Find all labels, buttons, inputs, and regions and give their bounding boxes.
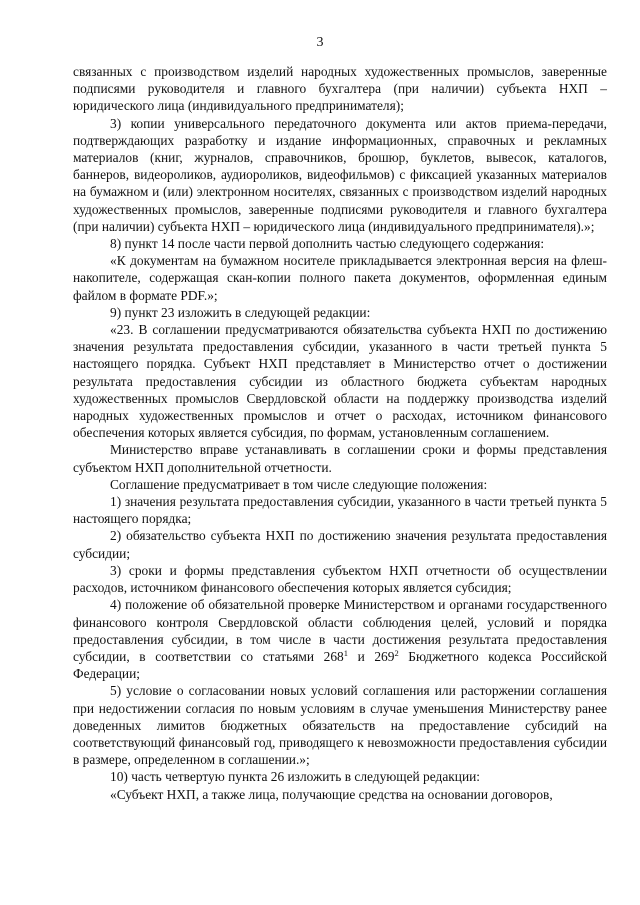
paragraph-with-superscripts xyxy=(73,596,607,682)
paragraph-text: и 269 xyxy=(347,648,395,664)
paragraph: 1) значения результата предоставления субсидии, указанного в части третьей пункта 5 настоящего порядка; xyxy=(73,494,607,527)
document-body xyxy=(73,63,607,803)
paragraph: Соглашение предусматривает в том числе следующие положения: xyxy=(110,476,488,492)
paragraph: «К документам на бумажном носителе прикладывается электронная версия на флеш-накопителе, содержащая скан-копии полного пакета документов, оформленная единым файлом в формате PDF.»; xyxy=(73,253,607,303)
paragraph: 3) копии универсального передаточного документа или актов приема-передачи, подтверждающих разработку и издание информационных, справочных и рекламных материалов (книг, журналов, справочников, брошюр, буклетов, вывесок, каталогов, баннеров, видеороликов, аудиороликов, видеофильмов) с фиксацией указанных материалов на бумажном и (или) электронном носителях, связанных с производством изделий народных художественных промыслов, заверенные подписями руководителя и главного бухгалтера (при наличии) субъекта НХП – юридического лица (индивидуального предпринимателя).»; xyxy=(73,115,607,234)
paragraph: 10) часть четвертую пункта 26 изложить в следующей редакции: xyxy=(110,769,480,785)
paragraph: 3) сроки и формы представления субъектом НХП отчетности об осуществлении расходов, источником финансового обеспечения которых является субсидия; xyxy=(73,562,607,596)
paragraph: «23. В соглашении предусматриваются обязательства субъекта НХП по достижению значения результата предоставления субсидии, указанного в части третьей пункта 5 настоящего порядка. Субъект НХП представляет в Министерство отчет о достижении результата предоставления субсидии из областного бюджета субъектам народных художественных промыслов Свердловской области на поддержку производства изделий народных художественных промыслов и отчет о расходах, источником финансового обеспечения которых является субсидия, по формам, установленным соглашением. xyxy=(73,322,607,441)
paragraph: 2) обязательство субъекта НХП по достижению значения результата предоставления субсидии; xyxy=(73,528,607,561)
paragraph: 8) пункт 14 после части первой дополнить частью следующего содержания: xyxy=(110,236,545,252)
paragraph: связанных с производством изделий народных художественных промыслов, заверенные подписями руководителя и главного бухгалтера (при наличии) субъекта НХП – юридического лица (индивидуального предпринимателя); xyxy=(73,64,607,114)
paragraph-text: Бюджетного кодекса Российской Федерации; xyxy=(73,648,608,682)
paragraph-text: 4) положение об обязательной проверке Министерством и органами государственного финансового контроля Свердловской области соблюдения целей, условий и порядка предоставления субсидии, в том числе в части достижения результата предоставления субсидии, в соответствии со статьями 268 xyxy=(73,597,607,664)
paragraph: 9) пункт 23 изложить в следующей редакции: xyxy=(110,304,371,320)
paragraph: «Субъект НХП, а также лица, получающие средства на основании договоров, xyxy=(110,786,553,802)
superscript: 2 xyxy=(394,647,399,658)
superscript: 1 xyxy=(343,647,348,658)
paragraph: 5) условие о согласовании новых условий соглашения или расторжении соглашения при недостижении согласия по новым условиям в случае уменьшения Министерству ранее доведенных лимитов бюджетных обязательств на предоставление субсидий на соответствующий финансовый год, приводящего к невозможности предоставления субсидии в размере, определенном в соглашении.»; xyxy=(73,683,607,768)
paragraph: Министерство вправе устанавливать в соглашении сроки и формы представления субъектом НХП дополнительной отчетности. xyxy=(73,442,607,475)
page-number: 3 xyxy=(316,35,324,50)
